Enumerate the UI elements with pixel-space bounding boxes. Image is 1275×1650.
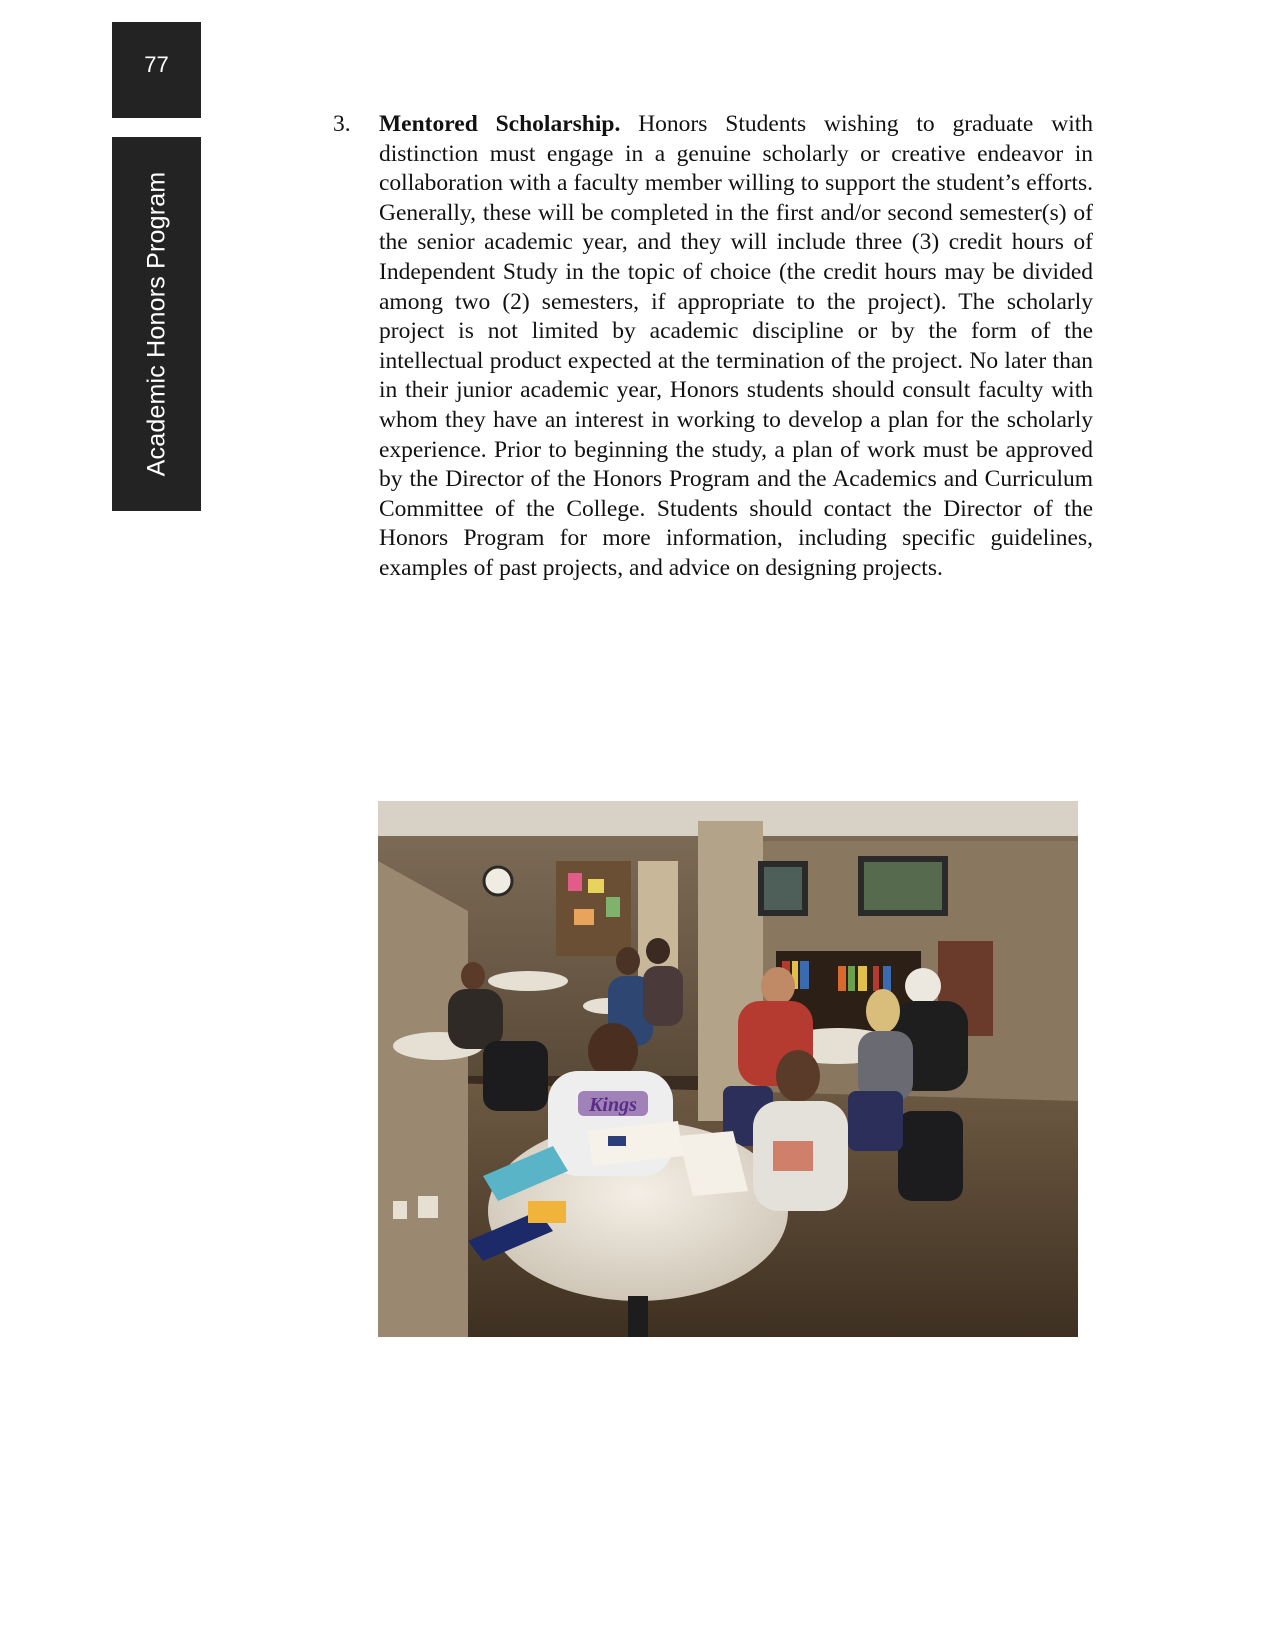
list-item-mentored-scholarship: [333, 110, 1093, 584]
section-tab-label: Academic Honors Program: [142, 171, 170, 477]
page-number-tab: [112, 22, 201, 118]
jersey-lettering: Kings: [589, 1094, 637, 1116]
item-text: Honors Students wishing to graduate with distinction must engage in a genuine scholarly or creative endeavor in collaboration with a faculty member willing to support the student’s efforts. Generally, these will be completed in the first and/or second semester(s) of the senior academic year, and they will include three (3) credit hours of Independent Study in the topic of choice (the credit hours may be divided among two (2) semesters, if appropriate to the project). The scholarly project is not limited by academic discipline or by the form of the intellectual product expected at the termination of the project. No later than in their junior academic year, Honors students should consult faculty with whom they have an interest in working to develop a plan for the scholarly experience. Prior to beginning the study, a plan of work must be approved by the Director of the Honors Program and the Academics and Curriculum Committee of the College. Students should contact the Director of the Honors Program for more information, including specific guidelines, examples of past projects, and advice on designing projects.: [379, 111, 1093, 581]
item-heading: Mentored Scholarship.: [379, 111, 621, 137]
item-number: 3.: [333, 111, 351, 137]
item-body: [379, 110, 1093, 584]
page-number: 77: [144, 52, 169, 77]
section-tab: [112, 137, 201, 511]
students-study-room-photo: [378, 801, 1078, 1337]
